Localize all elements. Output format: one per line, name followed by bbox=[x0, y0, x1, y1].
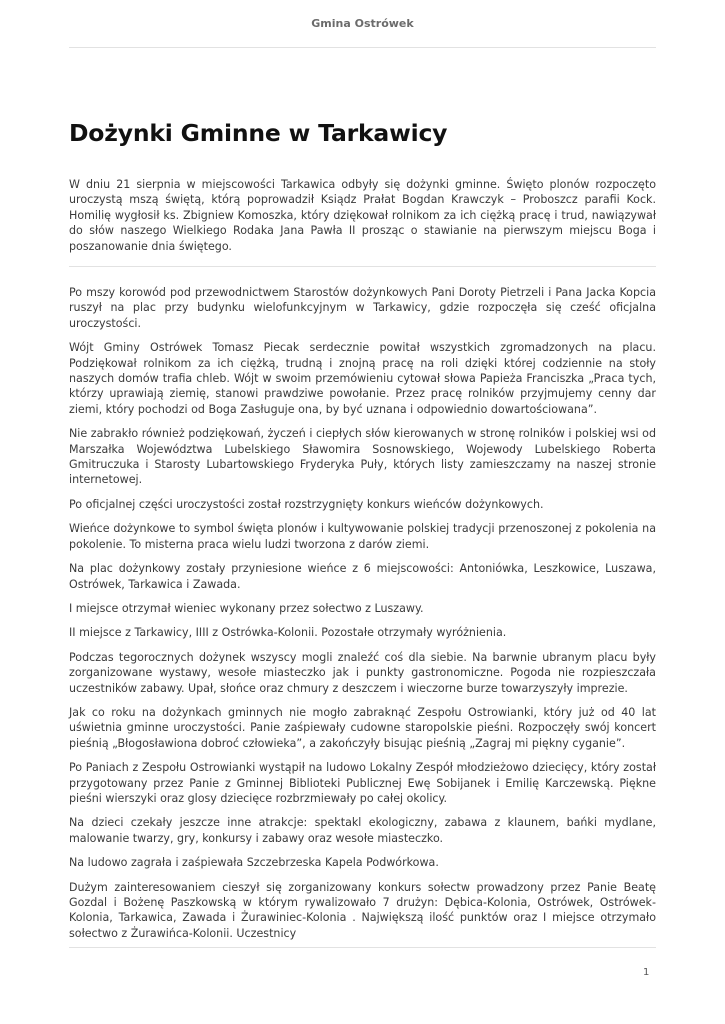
body-paragraph: Na plac dożynkowy zostały przyniesione wieńce z 6 miejscowości: Antoniówka, Leszkowice, Luszawa, Ostrówek, Tarkawica i Zawada. bbox=[69, 562, 656, 591]
intro-paragraph: W dniu 21 sierpnia w miejscowości Tarkawica odbyły się dożynki gminne. Święto plonów rozpoczęto uroczystą mszą świętą, którą poprowadził Ksiądz Prałat Bogdan Krawczyk – Proboszcz parafii Kock. Homilię wygłosił ks. Zbigniew Komoszka, który dziękował rolnikom za ich ciężką pracę i trud, nawiązywał do słów naszego Wielkiego Rodaka Jana Pawła II prosząc o stawianie na pierwszym miejscu Boga i poszanowanie dnia świętego. bbox=[69, 178, 656, 253]
page-title: Dożynki Gminne w Tarkawicy bbox=[69, 119, 448, 147]
header-divider bbox=[69, 47, 656, 48]
body-paragraph: Nie zabrakło również podziękowań, życzeń i ciepłych słów kierowanych w stronę rolników i polskiej wsi od Marszałka Województwa Lubelskiego Sławomira Sosnowskiego, Wojewody Lubelskiego Roberta Gmitruczuka i Starosty Lubartowskiego Fryderyka Puły, których listy zamieszczamy na naszej stronie internetowej. bbox=[69, 427, 656, 487]
article-intro-section bbox=[69, 177, 656, 263]
body-paragraph: Po oficjalnej części uroczystości został rozstrzygnięty konkurs wieńców dożynkowych. bbox=[69, 497, 544, 511]
article-body bbox=[69, 285, 656, 950]
body-paragraph: Wójt Gminy Ostrówek Tomasz Piecak serdecznie powitał wszystkich zgromadzonych na placu. Podziękował rolnikom za ich ciężką, trudną i znojną pracę na roli dzięki której codziennie na stoły naszych domów trafia chleb. Wójt w swoim przemówieniu cytował słowa Papieża Franciszka „Praca tych, którzy uprawiają ziemię, stanowi prawdziwe powołanie. Przez pracę rolników przyjmujemy cenny dar ziemi, który pochodzi od Boga Zasługuje ona, by być uznana i odpowiednio dowartościowana”. bbox=[69, 341, 656, 416]
body-paragraph: Jak co roku na dożynkach gminnych nie mogło zabraknąć Zespołu Ostrowianki, który już od 40 lat uświetnia gminne uroczystości. Panie zaśpiewały cudowne staropolskie pieśni. Rozpoczęły swój koncert pieśnią „Błogosławiona dobroć człowieka”, a zakończyły bisując pieśnią „Zagraj mi piękny cyganie”. bbox=[69, 705, 656, 750]
body-paragraph: Podczas tegorocznych dożynek wszyscy mogli znaleźć coś dla siebie. Na barwnie ubranym placu były zorganizowane wystawy, wesołe miasteczko jak i punkty gastronomiczne. Pogoda nie rozpieszczała uczestników zabawy. Upał, słońce oraz chmury z deszczem i wieczorne burze towarzyszyły imprezie. bbox=[69, 650, 656, 695]
body-paragraph: Na ludowo zagrała i zaśpiewała Szczebrzeska Kapela Podwórkowa. bbox=[69, 856, 439, 870]
site-header: Gmina Ostrówek bbox=[311, 17, 414, 30]
body-paragraph: Po mszy korowód pod przewodnictwem Starostów dożynkowych Pani Doroty Pietrzeli i Pana Jacka Kopcia ruszył na plac przy budynku wielofunkcyjnym w Tarkawicy, gdzie rozpoczęła się cześć oficjalna uroczystości. bbox=[69, 286, 656, 330]
footer-divider bbox=[69, 947, 656, 948]
body-paragraph: Na dzieci czekały jeszcze inne atrakcje: spektakl ekologiczny, zabawa z klaunem, bańki mydlane, malowanie twarzy, gry, konkursy i zabawy oraz wesołe miasteczko. bbox=[69, 816, 656, 845]
body-paragraph: I miejsce otrzymał wieniec wykonany przez sołectwo z Luszawy. bbox=[69, 601, 424, 615]
body-paragraph: Po Paniach z Zespołu Ostrowianki wystąpił na ludowo Lokalny Zespół młodzieżowo dziecięcy, który został przygotowany przez Panie z Gminnej Biblioteki Publicznej Ewę Sobijanek i Emilię Karczewską. Piękne pieśni wierszyki oraz glosy dziecięce rozbrzmiewały po całej okolicy. bbox=[69, 761, 656, 805]
section-divider bbox=[69, 266, 656, 267]
page-number: 1 bbox=[643, 967, 650, 978]
body-paragraph: Dużym zainteresowaniem cieszył się zorganizowany konkurs sołectw prowadzony przez Panie Beatę Gozdal i Bożenę Paszkowską w którym rywalizowało 7 drużyn: Dębica-Kolonia, Ostrówek, Ostrówek-Kolonia, Tarkawica, Zawada i Żurawiniec-Kolonia . Największą ilość punktów oraz I miejsce otrzymało sołectwo z Żurawińca-Kolonii. Uczestnicy bbox=[69, 880, 656, 940]
body-paragraph: II miejsce z Tarkawicy, IIII z Ostrówka-Kolonii. Pozostałe otrzymały wyróżnienia. bbox=[69, 626, 507, 640]
body-paragraph: Wieńce dożynkowe to symbol święta plonów i kultywowanie polskiej tradycji przenoszonej z pokolenia na pokolenie. To misterna praca wielu ludzi tworzona z darów ziemi. bbox=[69, 522, 656, 551]
